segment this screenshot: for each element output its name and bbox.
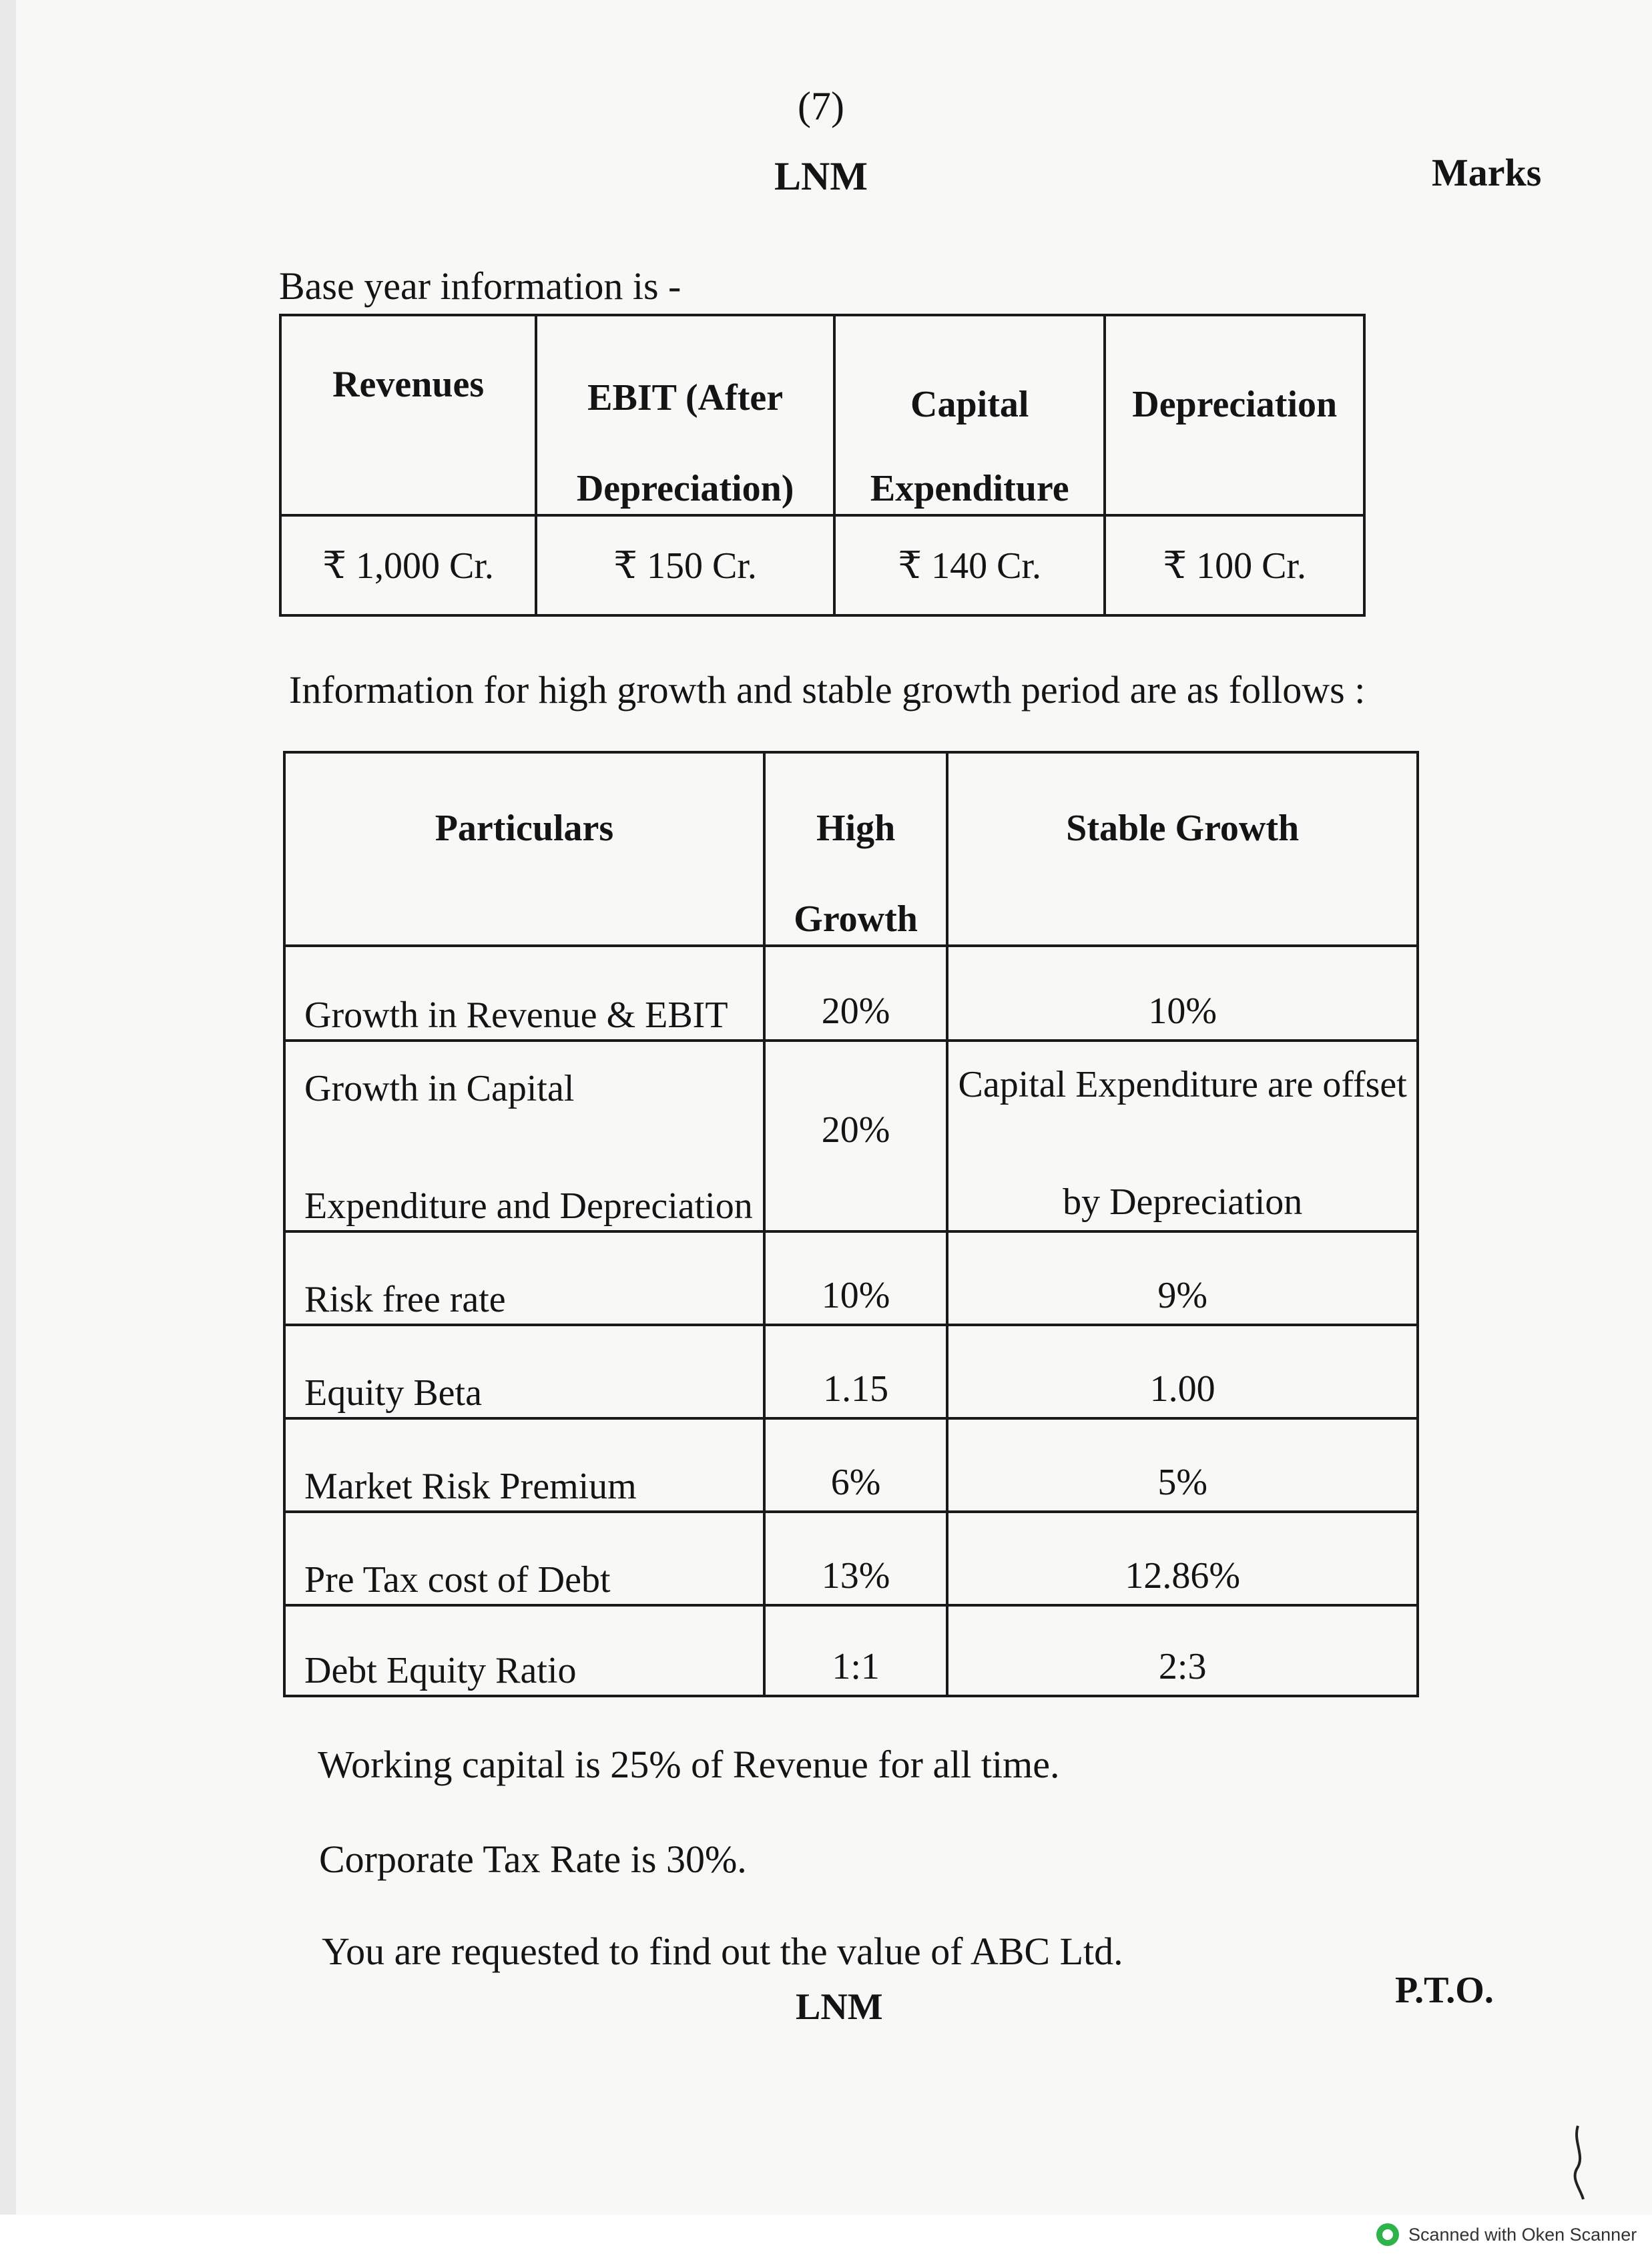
growth-header-high-cell [764,752,947,946]
pen-mark [1569,2122,1589,2203]
oken-scanner-icon [1376,2223,1399,2246]
row-high-value: 1.15 [764,1325,947,1418]
row-stable-line1: Capital Expenditure are offset [958,1064,1407,1105]
pto-label: P.T.O. [1395,1970,1494,2011]
base-header-depreciation: Depreciation [1132,384,1338,425]
base-header-ebit-line1: EBIT (After [587,377,784,418]
growth-row-cost-of-debt [284,1512,1418,1605]
row-stable-value: 12.86% [947,1512,1418,1605]
base-header-capex-line2: Expenditure [870,468,1069,509]
row-stable-value-cell [947,1041,1418,1231]
row-high-value: 20% [764,946,947,1041]
note-request: You are requested to find out the value of ABC Ltd. [322,1930,1123,1973]
header-code: LNM [774,154,868,198]
growth-header-high-line1: High [816,808,896,849]
row-high-value: 10% [764,1231,947,1325]
row-label: Risk free rate [284,1231,764,1325]
base-year-table [279,314,1366,617]
growth-header-row [284,752,1418,946]
marks-column-label: Marks [1432,151,1542,194]
base-header-cell [536,315,834,515]
base-value-capex: ₹ 140 Cr. [834,515,1105,615]
base-header-capex-line1: Capital [910,384,1029,425]
row-label-line2: Expenditure and Depreciation [304,1185,753,1227]
growth-row-debt-equity [284,1605,1418,1696]
base-header-cell [834,315,1105,515]
row-high-value: 13% [764,1512,947,1605]
base-header-revenues: Revenues [332,364,485,405]
growth-header-stable-cell [947,752,1418,946]
base-year-value-row [280,515,1364,615]
page-number: (7) [798,84,844,128]
base-year-heading: Base year information is - [279,264,681,308]
row-label-cell [284,1041,764,1231]
row-high-value: 20% [764,1041,947,1231]
base-header-cell [280,315,536,515]
growth-row-capex-depreciation [284,1041,1418,1231]
row-stable-line2: by Depreciation [1063,1181,1303,1223]
base-header-cell [1105,315,1364,515]
row-label: Pre Tax cost of Debt [284,1512,764,1605]
row-stable-value: 10% [947,946,1418,1041]
row-label-line1: Growth in Capital [304,1068,575,1109]
base-value-revenues: ₹ 1,000 Cr. [280,515,536,615]
base-header-ebit-line2: Depreciation) [576,468,794,509]
growth-row-market-risk [284,1418,1418,1512]
scanner-text: Scanned with Oken Scanner [1408,2224,1637,2245]
row-stable-value: 2:3 [947,1605,1418,1696]
row-stable-value: 9% [947,1231,1418,1325]
growth-header-particulars: Particulars [435,808,614,849]
row-stable-value: 5% [947,1418,1418,1512]
row-label: Debt Equity Ratio [284,1605,764,1696]
footer-code: LNM [796,1986,883,2028]
growth-row-revenue-ebit [284,946,1418,1041]
growth-header-stable: Stable Growth [1066,808,1300,849]
base-value-ebit: ₹ 150 Cr. [536,515,834,615]
scanner-watermark [1376,2220,1637,2249]
growth-table [283,751,1419,1697]
base-year-header-row [280,315,1364,515]
row-high-value: 6% [764,1418,947,1512]
base-value-depreciation: ₹ 100 Cr. [1105,515,1364,615]
row-label: Growth in Revenue & EBIT [284,946,764,1041]
growth-row-equity-beta [284,1325,1418,1418]
row-label: Equity Beta [284,1325,764,1418]
row-label: Market Risk Premium [284,1418,764,1512]
growth-header-high-line2: Growth [794,898,918,940]
growth-header-particulars-cell [284,752,764,946]
note-working-capital: Working capital is 25% of Revenue for all time. [318,1743,1060,1786]
row-high-value: 1:1 [764,1605,947,1696]
growth-row-risk-free [284,1231,1418,1325]
row-stable-value: 1.00 [947,1325,1418,1418]
growth-info-heading: Information for high growth and stable growth period are as follows : [289,668,1366,712]
note-tax-rate: Corporate Tax Rate is 30%. [319,1837,747,1881]
